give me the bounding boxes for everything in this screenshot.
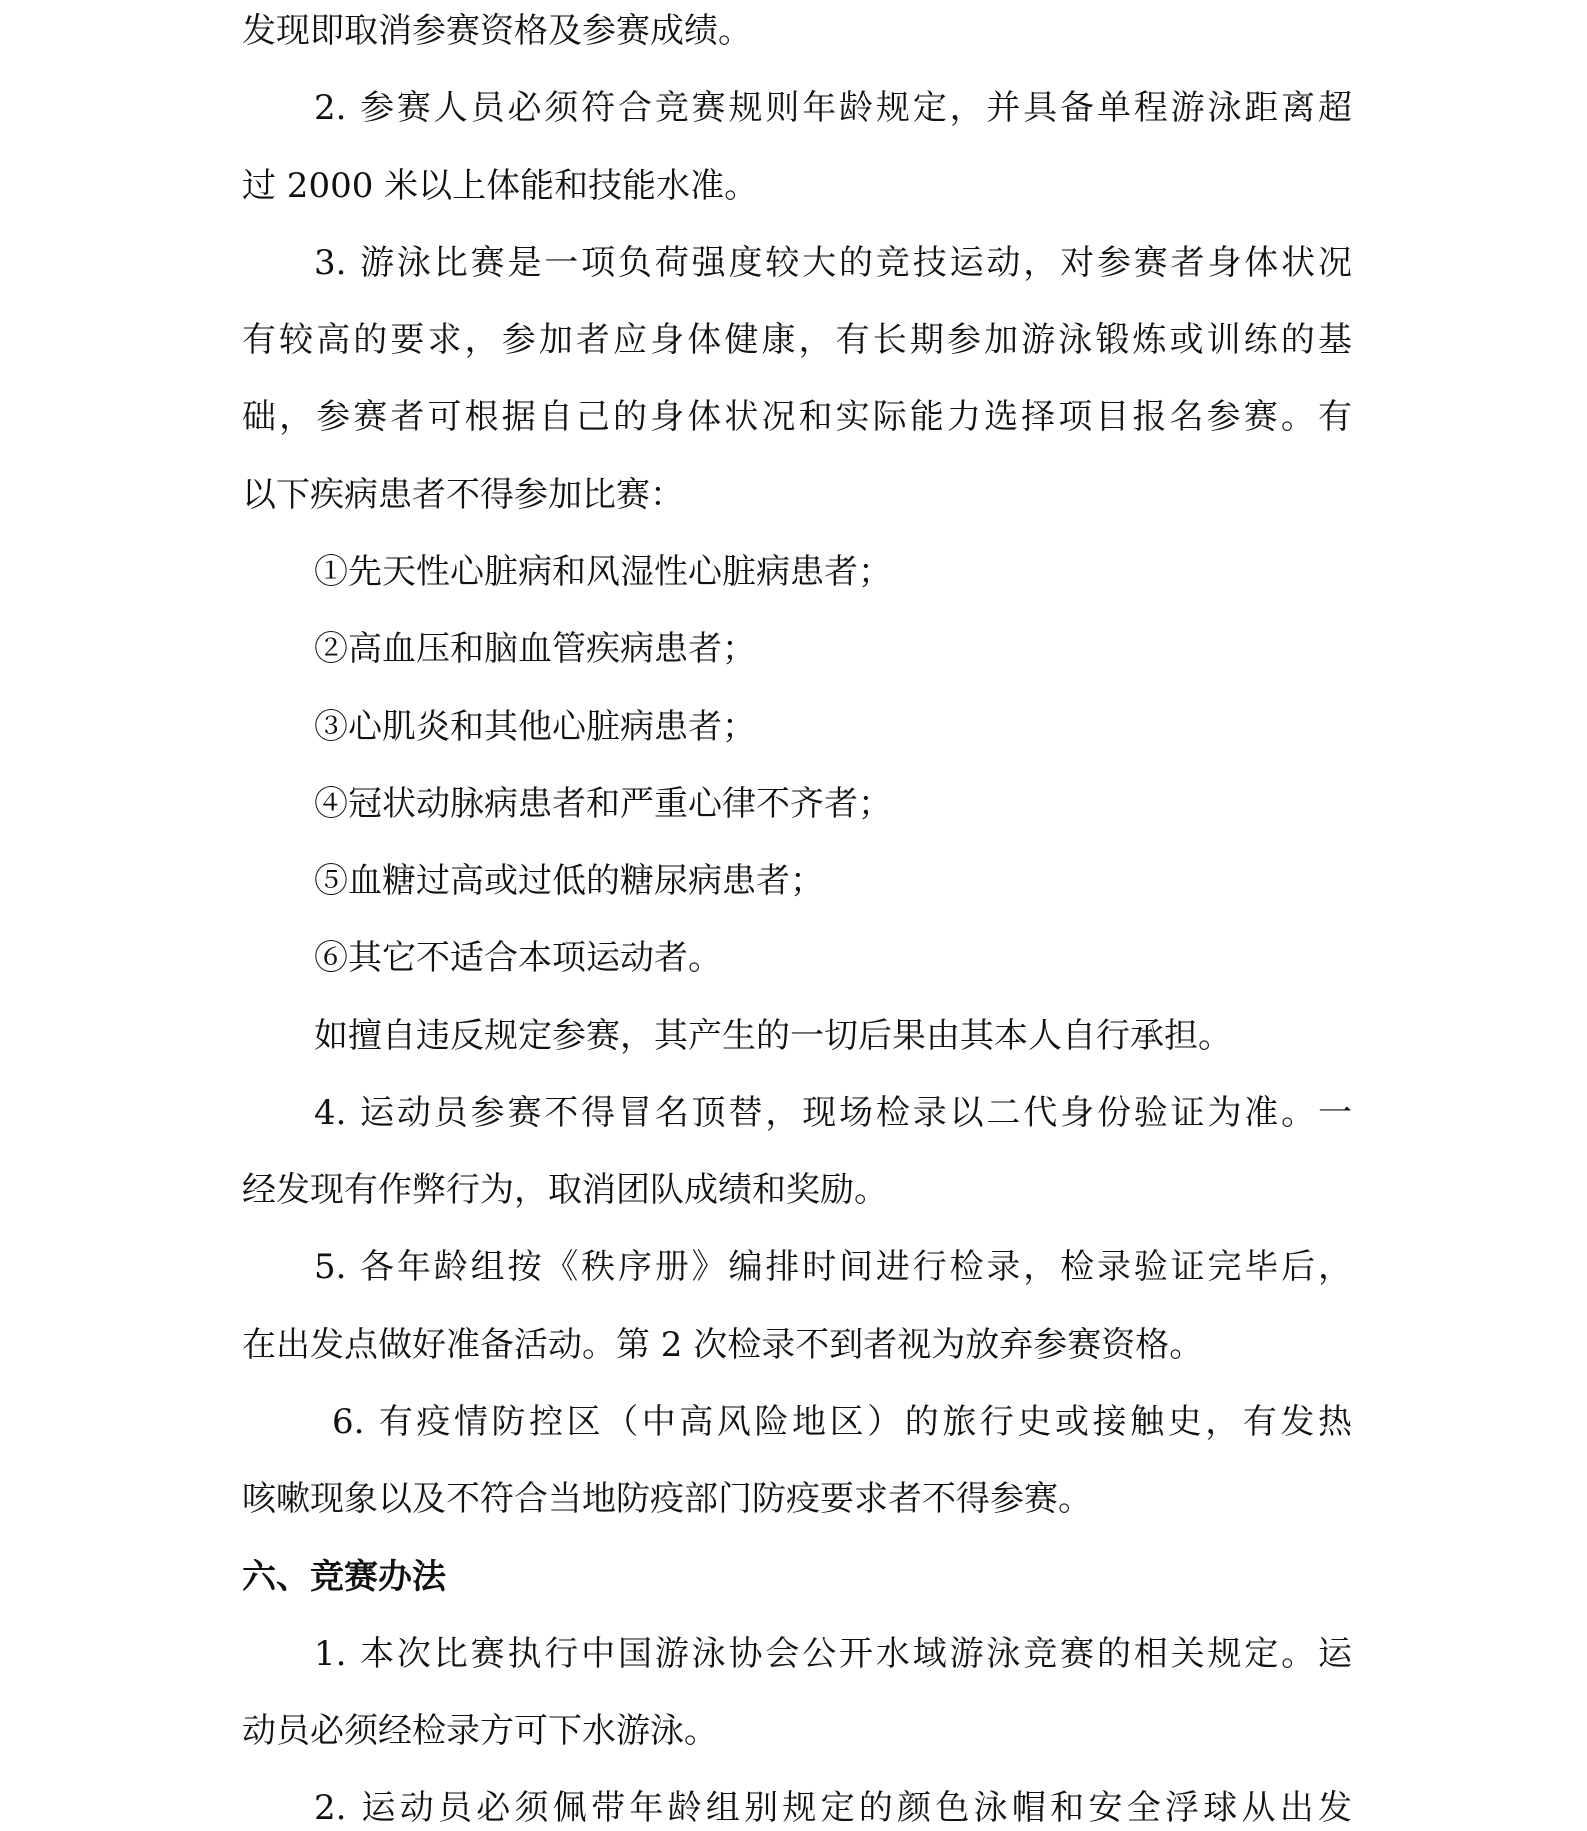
text-line: 有较高的要求，参加者应身体健康，有长期参加游泳锻炼或训练的基	[242, 320, 1352, 360]
list-item: ②高血压和脑血管疾病患者；	[314, 629, 756, 669]
text-line: 2. 参赛人员必须符合竞赛规则年龄规定，并具备单程游泳距离超	[314, 88, 1352, 128]
list-item: ④冠状动脉病患者和严重心律不齐者；	[314, 784, 892, 824]
text-line: 咳嗽现象以及不符合当地防疫部门防疫要求者不得参赛。	[242, 1479, 1092, 1519]
text-line: 经发现有作弊行为，取消团队成绩和奖励。	[242, 1170, 888, 1210]
text-line: 2. 运动员必须佩带年龄组别规定的颜色泳帽和安全浮球从出发	[314, 1788, 1352, 1828]
list-item: ⑤血糖过高或过低的糖尿病患者；	[314, 861, 824, 901]
text-line: 3. 游泳比赛是一项负荷强度较大的竞技运动，对参赛者身体状况	[314, 243, 1352, 283]
section-heading: 六、竞赛办法	[242, 1557, 446, 1597]
text-line: 础，参赛者可根据自己的身体状况和实际能力选择项目报名参赛。有	[242, 397, 1352, 437]
text-line: 发现即取消参赛资格及参赛成绩。	[242, 11, 752, 51]
text-line: 以下疾病患者不得参加比赛：	[242, 475, 684, 515]
text-line: 5. 各年龄组按《秩序册》编排时间进行检录，检录验证完毕后，	[314, 1247, 1352, 1287]
list-item: ①先天性心脏病和风湿性心脏病患者；	[314, 552, 892, 592]
text-line: 在出发点做好准备活动。第 2 次检录不到者视为放弃参赛资格。	[242, 1325, 1204, 1365]
text-line: 1. 本次比赛执行中国游泳协会公开水域游泳竞赛的相关规定。运	[314, 1634, 1352, 1674]
text-line: 动员必须经检录方可下水游泳。	[242, 1711, 718, 1751]
text-line: 6. 有疫情防控区（中高风险地区）的旅行史或接触史，有发热	[332, 1402, 1352, 1442]
list-item: ③心肌炎和其他心脏病患者；	[314, 707, 756, 747]
list-item: ⑥其它不适合本项运动者。	[314, 938, 722, 978]
text-line: 过 2000 米以上体能和技能水准。	[242, 166, 759, 206]
text-line: 如擅自违反规定参赛，其产生的一切后果由其本人自行承担。	[314, 1016, 1232, 1056]
text-line: 4. 运动员参赛不得冒名顶替，现场检录以二代身份验证为准。一	[314, 1093, 1352, 1133]
